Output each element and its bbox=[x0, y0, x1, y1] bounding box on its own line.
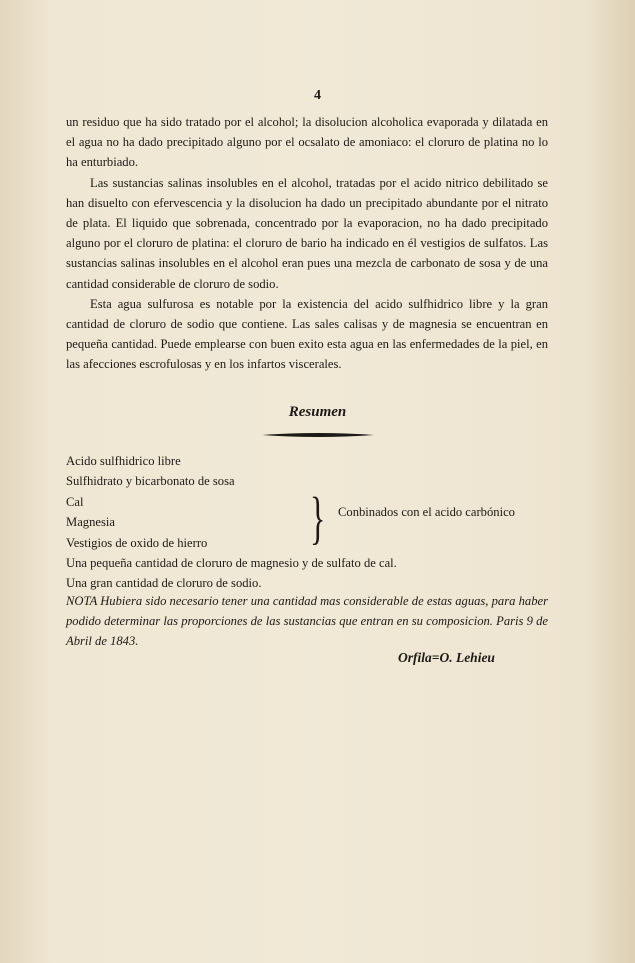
summary-item: Sulfhidrato y bicarbonato de sosa bbox=[66, 474, 235, 489]
summary-list bbox=[66, 451, 556, 594]
summary-item: Magnesia bbox=[66, 515, 115, 530]
paragraph: Esta agua sulfurosa es notable por la existencia del acido sulfhidrico libre y la gran cantidad de cloruro de sodio que contiene. Las sales calisas y de magnesia se encuentran en pequeña cantidad. Puede emplearse con buen exito esta agua en las enfermedades de la piel, en las afecciones escrofulosas y en los infartos viscerales. bbox=[66, 296, 548, 372]
summary-item: Cal bbox=[66, 494, 84, 509]
summary-item: Vestigios de oxido de hierro bbox=[66, 535, 208, 550]
curly-brace: } bbox=[310, 485, 326, 550]
summary-item: Una pequeña cantidad de cloruro de magnesio y de sulfato de cal. bbox=[66, 556, 397, 571]
ornament-rule bbox=[262, 432, 374, 438]
page-number: 4 bbox=[314, 88, 321, 103]
summary-item: Acido sulfhidrico libre bbox=[66, 454, 181, 468]
brace-label: Conbinados con el acido carbónico bbox=[338, 505, 515, 519]
signature: Orfila=O. Lehieu bbox=[398, 650, 495, 665]
body-text bbox=[66, 112, 548, 375]
paragraph: un residuo que ha sido tratado por el alcohol; la disolucion alcoholica evaporada y dilatada en el agua no ha dado precipitado alguno por el ocsalato de amoniaco: el cloruro de platina no lo ha enturbiado. bbox=[66, 115, 548, 170]
note: NOTA Hubiera sido necesario tener una cantidad mas considerable de estas aguas, para haber podido determinar las proporciones de las sustancias que entran en su composicion. Paris 9 de Abril de 1843. bbox=[66, 594, 548, 649]
summary-item: Una gran cantidad de cloruro de sodio. bbox=[66, 576, 262, 591]
summary-title: Resumen bbox=[288, 404, 347, 420]
paragraph: Las sustancias salinas insolubles en el alcohol, tratadas por el acido nitrico debilitado se han disuelto con efervescencia y la disolucion ha dado un precipitado abundante por el nitrato de plata. El liquido que sobrenada, concentrado por la evaporacion, no ha dado precipitado alguno por el cloruro de platina: el cloruro de bario ha indicado en él vestigios de sulfatos. Las sustancias salinas insolubles en el alcohol eran pues una mezcla de carbonato de sosa y de una cantidad considerable de cloruro de sodio. bbox=[66, 175, 548, 291]
